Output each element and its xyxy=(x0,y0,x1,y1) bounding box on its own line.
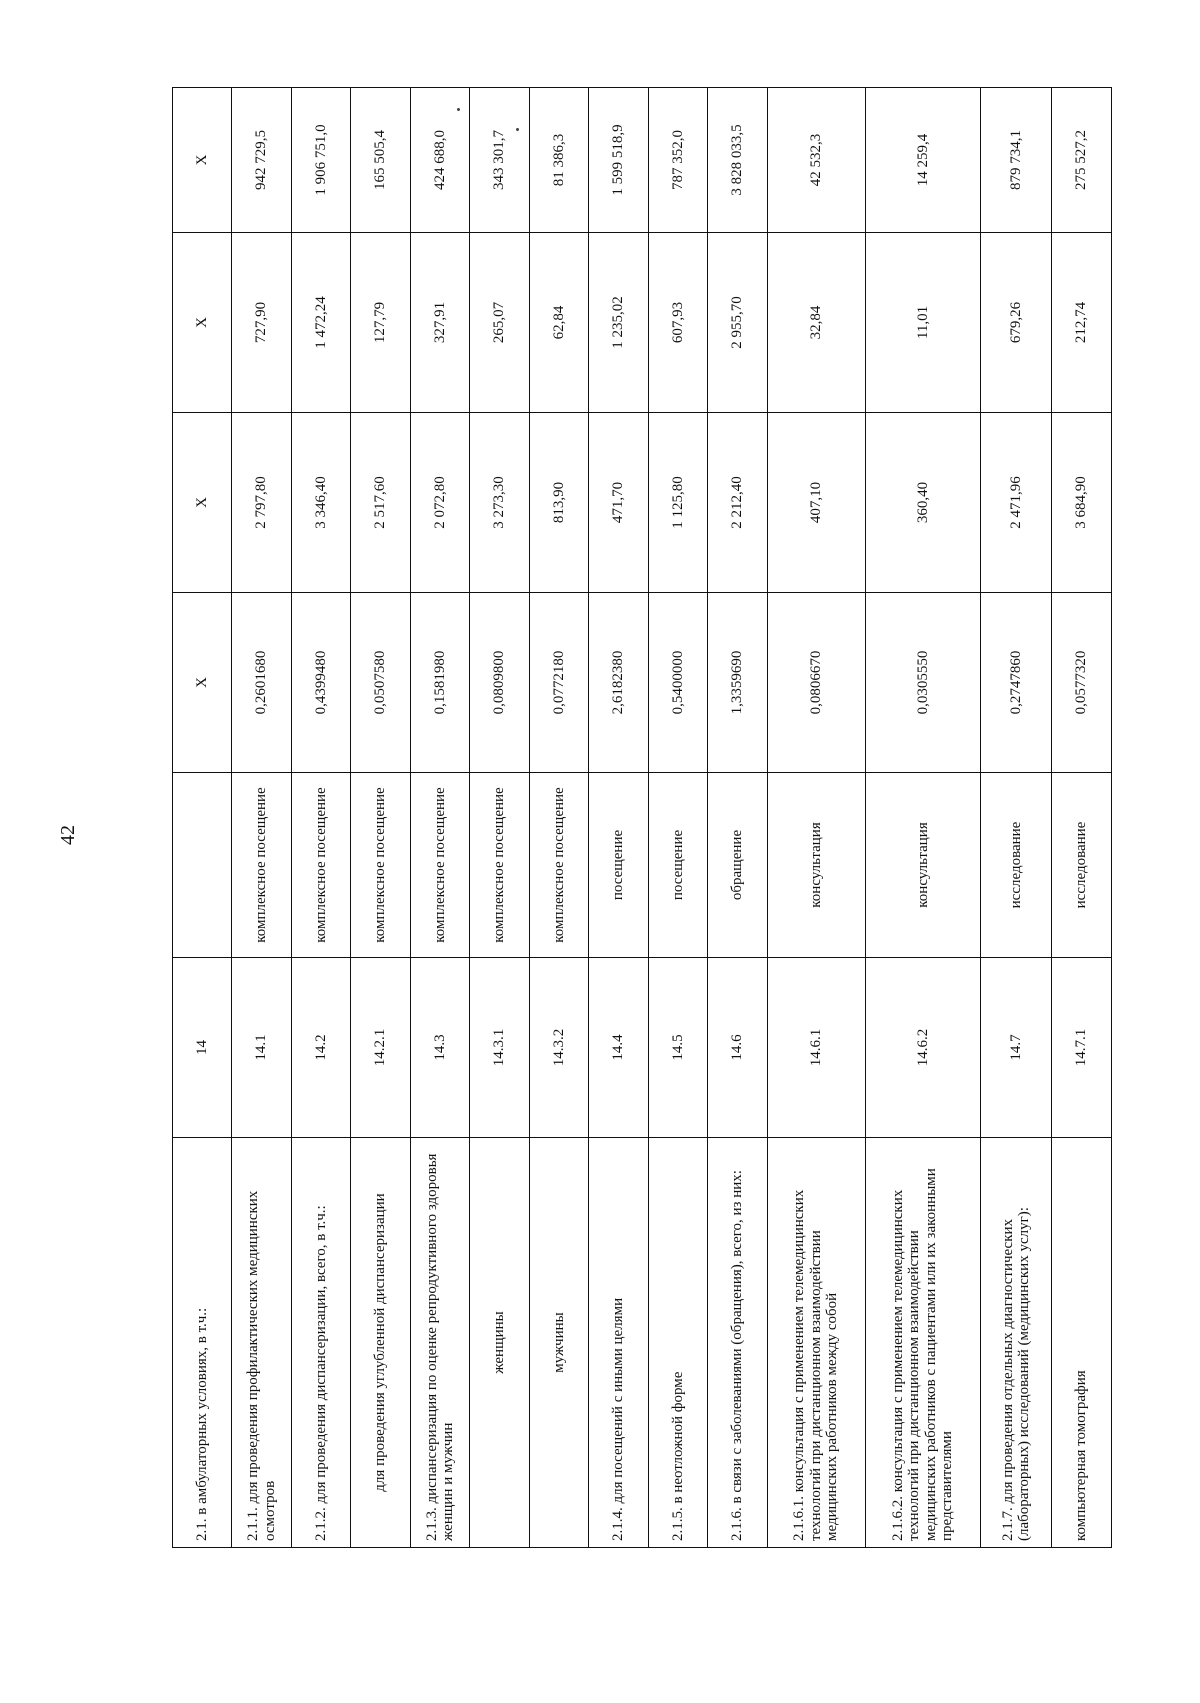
table-row xyxy=(1052,88,1112,1548)
row-code: 14.5 xyxy=(648,958,707,1138)
row-value-3: 11,01 xyxy=(865,233,980,413)
table-row xyxy=(232,88,291,1548)
row-unit: комплексное посещение xyxy=(351,773,410,958)
row-name: 2.1. в амбулаторных условиях, в т.ч.: xyxy=(173,1138,232,1548)
row-value-4: X xyxy=(173,88,232,233)
row-unit: посещение xyxy=(589,773,648,958)
row-value-3: 127,79 xyxy=(351,233,410,413)
row-code: 14.1 xyxy=(232,958,291,1138)
row-value-1: X xyxy=(173,593,232,773)
row-value-3: 62,84 xyxy=(529,233,588,413)
row-unit xyxy=(173,773,232,958)
row-value-1: 2,6182380 xyxy=(589,593,648,773)
row-value-4: 942 729,5 xyxy=(232,88,291,233)
row-value-2: 407,10 xyxy=(767,413,865,593)
row-value-3: 727,90 xyxy=(232,233,291,413)
row-unit: комплексное посещение xyxy=(410,773,469,958)
row-name: женщины xyxy=(470,1138,529,1548)
table-row xyxy=(708,88,767,1548)
row-value-3: 1 472,24 xyxy=(291,233,350,413)
row-name: 2.1.1. для проведения профилактических медицинских осмотров xyxy=(232,1138,291,1548)
row-value-3: 265,07 xyxy=(470,233,529,413)
row-value-2: 3 273,30 xyxy=(470,413,529,593)
page-number: 42 xyxy=(57,825,79,845)
row-unit: комплексное посещение xyxy=(291,773,350,958)
table-row xyxy=(291,88,350,1548)
row-value-2: 3 346,40 xyxy=(291,413,350,593)
row-value-1: 0,0577320 xyxy=(1052,593,1112,773)
row-unit: исследование xyxy=(1052,773,1112,958)
row-value-4: 165 505,4 xyxy=(351,88,410,233)
row-value-2: 360,40 xyxy=(865,413,980,593)
row-code: 14.3.1 xyxy=(470,958,529,1138)
row-value-3: 327,91 xyxy=(410,233,469,413)
table-row xyxy=(767,88,865,1548)
row-value-3: 212,74 xyxy=(1052,233,1112,413)
row-name: 2.1.6.1. консультация с применением телемедицинских технологий при дистанционном взаимодействии медицинских работников между собой xyxy=(767,1138,865,1548)
row-value-1: 0,0772180 xyxy=(529,593,588,773)
row-code: 14.2 xyxy=(291,958,350,1138)
row-value-1: 0,2601680 xyxy=(232,593,291,773)
row-value-4: 343 301,7 xyxy=(470,88,529,233)
row-value-4: 14 259,4 xyxy=(865,88,980,233)
row-value-2: X xyxy=(173,413,232,593)
rotated-table-stage xyxy=(172,88,1112,1548)
row-value-4: 787 352,0 xyxy=(648,88,707,233)
row-name: 2.1.5. в неотложной форме xyxy=(648,1138,707,1548)
row-name: 2.1.6. в связи с заболеваниями (обращения), всего, из них: xyxy=(708,1138,767,1548)
table-row xyxy=(589,88,648,1548)
row-value-1: 1,3359690 xyxy=(708,593,767,773)
row-value-2: 813,90 xyxy=(529,413,588,593)
table-row xyxy=(351,88,410,1548)
row-value-2: 471,70 xyxy=(589,413,648,593)
row-value-1: 0,0806670 xyxy=(767,593,865,773)
table-row xyxy=(410,88,469,1548)
row-code: 14.6.1 xyxy=(767,958,865,1138)
row-value-1: 0,0305550 xyxy=(865,593,980,773)
row-unit: комплексное посещение xyxy=(232,773,291,958)
row-code: 14.2.1 xyxy=(351,958,410,1138)
table-row xyxy=(173,88,232,1548)
row-code: 14.4 xyxy=(589,958,648,1138)
row-unit: комплексное посещение xyxy=(470,773,529,958)
row-value-4: 3 828 033,5 xyxy=(708,88,767,233)
row-name: 2.1.4. для посещений с иными целями xyxy=(589,1138,648,1548)
row-code: 14.7 xyxy=(980,958,1052,1138)
row-code: 14.6 xyxy=(708,958,767,1138)
row-unit: исследование xyxy=(980,773,1052,958)
row-value-3: 1 235,02 xyxy=(589,233,648,413)
row-unit: консультация xyxy=(767,773,865,958)
row-value-2: 2 797,80 xyxy=(232,413,291,593)
row-value-2: 2 212,40 xyxy=(708,413,767,593)
row-value-1: 0,1581980 xyxy=(410,593,469,773)
row-value-4: 1 599 518,9 xyxy=(589,88,648,233)
table-body xyxy=(173,88,1112,1548)
row-unit: посещение xyxy=(648,773,707,958)
row-code: 14 xyxy=(173,958,232,1138)
row-unit: комплексное посещение xyxy=(529,773,588,958)
table-row xyxy=(980,88,1052,1548)
table-row xyxy=(648,88,707,1548)
row-code: 14.3.2 xyxy=(529,958,588,1138)
row-value-3: X xyxy=(173,233,232,413)
row-value-4: 424 688,0 xyxy=(410,88,469,233)
table-row xyxy=(529,88,588,1548)
data-table xyxy=(172,87,1112,1548)
row-value-2: 3 684,90 xyxy=(1052,413,1112,593)
row-code: 14.3 xyxy=(410,958,469,1138)
row-value-1: 0,2747860 xyxy=(980,593,1052,773)
row-name: для проведения углубленной диспансеризации xyxy=(351,1138,410,1548)
row-name: 2.1.2. для проведения диспансеризации, всего, в т.ч.: xyxy=(291,1138,350,1548)
row-name: 2.1.3. диспансеризация по оценке репродуктивного здоровья женщин и мужчин xyxy=(410,1138,469,1548)
row-value-2: 2 072,80 xyxy=(410,413,469,593)
table-row xyxy=(470,88,529,1548)
row-unit: обращение xyxy=(708,773,767,958)
row-value-4: 275 527,2 xyxy=(1052,88,1112,233)
row-value-1: 0,0809800 xyxy=(470,593,529,773)
row-value-4: 879 734,1 xyxy=(980,88,1052,233)
row-code: 14.6.2 xyxy=(865,958,980,1138)
row-unit: консультация xyxy=(865,773,980,958)
table-row xyxy=(865,88,980,1548)
row-value-4: 1 906 751,0 xyxy=(291,88,350,233)
row-value-4: 81 386,3 xyxy=(529,88,588,233)
row-value-4: 42 532,3 xyxy=(767,88,865,233)
row-value-3: 607,93 xyxy=(648,233,707,413)
row-code: 14.7.1 xyxy=(1052,958,1112,1138)
row-name: 2.1.7. для проведения отдельных диагностических (лабораторных) исследований (медицинских услуг): xyxy=(980,1138,1052,1548)
row-name: компьютерная томография xyxy=(1052,1138,1112,1548)
row-name: 2.1.6.2. консультация с применением телемедицинских технологий при дистанционном взаимодействии медицинских работников с пациентами или их законными представителями xyxy=(865,1138,980,1548)
row-value-3: 679,26 xyxy=(980,233,1052,413)
row-value-2: 2 517,60 xyxy=(351,413,410,593)
row-name: мужчины xyxy=(529,1138,588,1548)
row-value-3: 2 955,70 xyxy=(708,233,767,413)
row-value-2: 1 125,80 xyxy=(648,413,707,593)
row-value-1: 0,0507580 xyxy=(351,593,410,773)
row-value-1: 0,4399480 xyxy=(291,593,350,773)
row-value-1: 0,5400000 xyxy=(648,593,707,773)
row-value-2: 2 471,96 xyxy=(980,413,1052,593)
row-value-3: 32,84 xyxy=(767,233,865,413)
